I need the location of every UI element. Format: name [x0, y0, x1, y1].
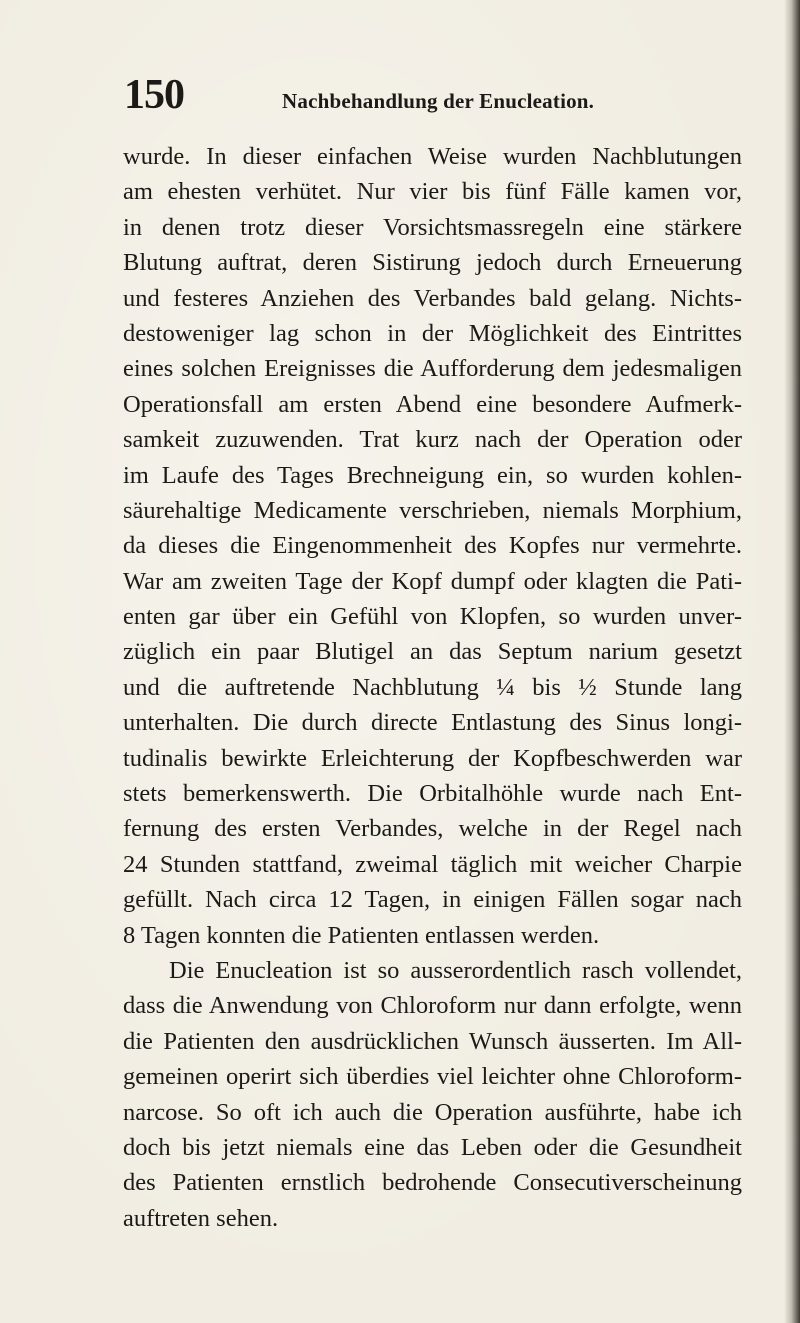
- text-line: eines solchen Ereignisses die Aufforderung dem jedesmaligen: [123, 355, 742, 383]
- text-line: wurde. In dieser einfachen Weise wurden Nachblutungen: [123, 143, 742, 170]
- text-line: samkeit zuzuwenden. Trat kurz nach der Operation oder: [123, 426, 742, 454]
- text-line: enten gar über ein Gefühl von Klopfen, so wurden unver-: [123, 603, 742, 631]
- text-line: am ehesten verhütet. Nur vier bis fünf Fälle kamen vor,: [123, 178, 742, 206]
- running-head: Nachbehandlung der Enucleation.: [282, 89, 595, 113]
- text-line: dass die Anwendung von Chloroform nur dann erfolgte, wenn: [123, 992, 742, 1020]
- text-line: destoweniger lag schon in der Möglichkeit des Eintrittes: [123, 319, 742, 347]
- text-line: Blutung auftrat, deren Sistirung jedoch durch Erneuerung: [123, 249, 742, 277]
- text-line: narcose. So oft ich auch die Operation ausführte, habe ich: [123, 1098, 742, 1126]
- text-line: in denen trotz dieser Vorsichtsmassregeln eine stärkere: [123, 213, 742, 241]
- text-line: gefüllt. Nach circa 12 Tagen, in einigen Fällen sogar nach: [123, 886, 742, 914]
- text-line: und festeres Anziehen des Verbandes bald gelang. Nichts-: [123, 284, 742, 312]
- text-line: züglich ein paar Blutigel an das Septum narium gesetzt: [123, 638, 742, 666]
- text-line: die Patienten den ausdrücklichen Wunsch äusserten. Im All-: [123, 1027, 742, 1055]
- text-line: Operationsfall am ersten Abend eine besondere Aufmerk-: [123, 390, 742, 418]
- text-line: War am zweiten Tage der Kopf dumpf oder klagten die Pati-: [123, 567, 742, 595]
- text-line: im Laufe des Tages Brechneigung ein, so wurden kohlen-: [123, 461, 742, 489]
- text-line: gemeinen operirt sich überdies viel leichter ohne Chloroform-: [123, 1063, 742, 1091]
- page-number: 150: [124, 72, 184, 118]
- text-line: 24 Stunden stattfand, zweimal täglich mit weicher Charpie: [123, 850, 742, 878]
- text-line: tudinalis bewirkte Erleichterung der Kopfbeschwerden war: [123, 744, 742, 772]
- text-line: doch bis jetzt niemals eine das Leben oder die Gesundheit: [123, 1133, 742, 1161]
- text-line: unterhalten. Die durch directe Entlastung des Sinus longi-: [123, 709, 742, 737]
- body-text: [123, 139, 742, 1236]
- text-line: säurehaltige Medicamente verschrieben, niemals Morphium,: [123, 496, 742, 524]
- page-edge-shadow: [784, 0, 800, 1323]
- text-line: des Patienten ernstlich bedrohende Consecutiverscheinung: [123, 1169, 742, 1197]
- text-line: fernung des ersten Verbandes, welche in der Regel nach: [123, 815, 742, 843]
- paragraph-end-line: 8 Tagen konnten die Patienten entlassen werden.: [123, 921, 600, 949]
- text-line: da dieses die Eingenommenheit des Kopfes nur vermehrte.: [123, 532, 742, 560]
- text-line: stets bemerkenswerth. Die Orbitalhöhle wurde nach Ent-: [123, 780, 742, 808]
- text-line: und die auftretende Nachblutung ¼ bis ½ Stunde lang: [123, 673, 742, 701]
- paragraph-start-line: Die Enucleation ist so ausserordentlich rasch vollendet,: [169, 956, 742, 984]
- paragraph-end-line: auftreten sehen.: [123, 1204, 279, 1232]
